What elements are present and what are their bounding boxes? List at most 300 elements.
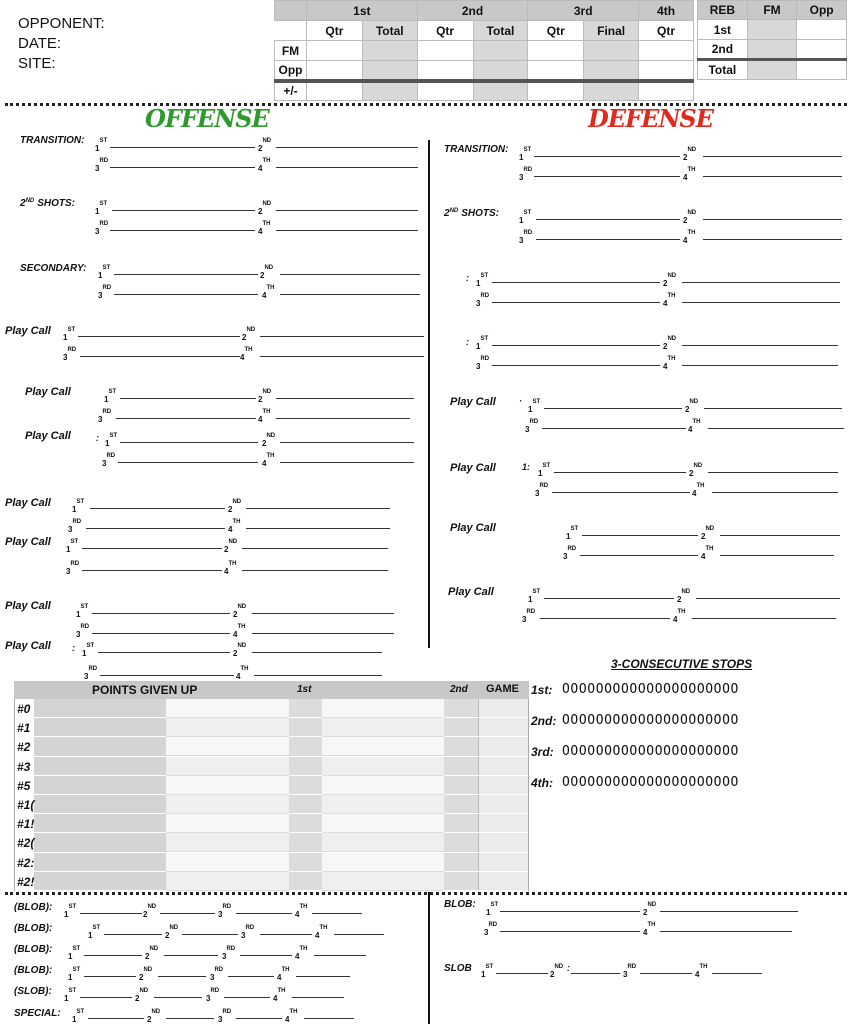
stops-label: 4th: xyxy=(531,776,553,790)
ordinal-4th xyxy=(692,483,704,501)
write-in-line[interactable] xyxy=(88,1018,144,1019)
ordinal-4th xyxy=(258,221,270,239)
write-in-line[interactable] xyxy=(242,570,388,571)
offense-play-call-6: Play Call xyxy=(5,600,51,612)
write-in-line[interactable] xyxy=(660,931,792,932)
ordinal-suffix: TH xyxy=(696,483,705,489)
ordinal-3rd xyxy=(476,293,489,311)
fm-cell[interactable] xyxy=(528,41,584,61)
write-in-line[interactable] xyxy=(92,613,230,614)
write-in-line[interactable] xyxy=(682,365,838,366)
ordinal-3rd xyxy=(535,483,548,501)
write-in-line[interactable] xyxy=(682,302,840,303)
offense-transition-label: TRANSITION: xyxy=(20,135,85,146)
write-in-line[interactable] xyxy=(536,219,680,220)
ordinal-suffix: RD xyxy=(480,293,490,299)
write-in-line[interactable] xyxy=(712,973,762,974)
ordinal-number: 4 xyxy=(701,552,706,561)
write-in-line[interactable] xyxy=(492,365,660,366)
write-in-line[interactable] xyxy=(580,555,698,556)
ordinal-1st xyxy=(66,539,78,557)
row-opp: Opp xyxy=(275,61,307,81)
write-in-line[interactable] xyxy=(236,913,292,914)
ordinal-2nd xyxy=(228,499,241,517)
write-in-line[interactable] xyxy=(182,934,238,935)
fm-cell[interactable] xyxy=(473,41,528,61)
offense-play-call-4: Play Call xyxy=(5,497,51,509)
write-in-line[interactable] xyxy=(120,398,256,399)
write-in-line[interactable] xyxy=(692,618,836,619)
ordinal xyxy=(72,1009,84,1024)
points-cell[interactable] xyxy=(322,795,444,814)
write-in-line[interactable] xyxy=(540,618,670,619)
ordinal-suffix: RD xyxy=(539,483,549,489)
ordinal-number: 4 xyxy=(688,425,693,434)
write-in-line[interactable] xyxy=(703,156,842,157)
write-in-line[interactable] xyxy=(334,934,384,935)
write-in-line[interactable] xyxy=(571,973,620,974)
ordinal-suffix: ND xyxy=(667,336,677,342)
write-in-line[interactable] xyxy=(158,976,206,977)
write-in-line[interactable] xyxy=(276,230,418,231)
write-in-line[interactable] xyxy=(110,167,255,168)
blob-label-4: (BLOB): xyxy=(14,965,53,976)
stop-circles[interactable]: OOOOOOOOOOOOOOOOOOOOO xyxy=(562,775,739,790)
ordinal-1st xyxy=(95,138,107,156)
ordinal-suffix: ST xyxy=(68,904,77,910)
write-in-line[interactable] xyxy=(276,210,418,211)
ordinal-suffix: ND xyxy=(687,210,697,216)
points-cell[interactable] xyxy=(322,776,444,795)
sub-total-1: Total xyxy=(362,21,417,41)
pm-cell[interactable] xyxy=(362,81,417,101)
ordinal-number: 1 xyxy=(64,994,69,1003)
ordinal-3rd xyxy=(68,519,81,537)
ordinal-2nd xyxy=(262,433,275,451)
quarter-header-1: 1st xyxy=(306,1,417,21)
fm-cell[interactable] xyxy=(584,41,639,61)
ordinal-number: 2 xyxy=(260,271,265,280)
write-in-line[interactable] xyxy=(720,535,840,536)
write-in-line[interactable] xyxy=(712,492,838,493)
reb-cell[interactable] xyxy=(747,60,797,80)
write-in-line[interactable] xyxy=(280,294,420,295)
write-in-line[interactable] xyxy=(260,356,424,357)
write-in-line[interactable] xyxy=(160,913,215,914)
ordinal-4th xyxy=(663,293,675,311)
ordinal-suffix: ST xyxy=(80,604,89,610)
ordinal-suffix: ST xyxy=(76,1009,85,1015)
opponent-label: OPPONENT: xyxy=(18,15,105,32)
write-in-line[interactable] xyxy=(246,528,390,529)
ordinal-number: 3 xyxy=(210,973,215,982)
write-in-line[interactable] xyxy=(552,492,690,493)
ordinal-suffix: RD xyxy=(523,167,533,173)
ordinal-number: 3 xyxy=(206,994,211,1003)
ordinal-suffix: ST xyxy=(99,138,108,144)
write-in-line[interactable] xyxy=(100,675,234,676)
stop-circles[interactable]: OOOOOOOOOOOOOOOOOOOOO xyxy=(562,713,739,728)
write-in-line[interactable] xyxy=(640,973,692,974)
opp-cell[interactable] xyxy=(306,61,362,81)
fm-cell[interactable] xyxy=(639,41,694,61)
ordinal-3rd xyxy=(563,546,576,564)
pgu-col-2nd: 2nd xyxy=(450,684,468,695)
write-in-line[interactable] xyxy=(276,398,414,399)
write-in-line[interactable] xyxy=(296,976,350,977)
ordinal-suffix: ST xyxy=(480,273,489,279)
write-in-line[interactable] xyxy=(252,633,394,634)
write-in-line[interactable] xyxy=(114,274,258,275)
reb-cell[interactable] xyxy=(747,20,797,40)
ordinal xyxy=(68,967,80,985)
write-in-line[interactable] xyxy=(166,1018,214,1019)
points-given-up-table xyxy=(14,681,529,891)
points-cell[interactable] xyxy=(166,833,289,852)
second-shots-number: 2 xyxy=(444,208,450,219)
ordinal-suffix: ST xyxy=(532,399,541,405)
ordinal-number: 2 xyxy=(139,973,144,982)
write-in-line[interactable] xyxy=(252,613,394,614)
ordinal-suffix: ND xyxy=(693,463,703,469)
write-in-line[interactable] xyxy=(696,598,840,599)
offense-colon: : xyxy=(96,433,99,443)
pm-cell[interactable] xyxy=(417,81,473,101)
write-in-line[interactable] xyxy=(224,997,270,998)
points-cell[interactable] xyxy=(166,718,289,737)
sub-qtr-2: Qtr xyxy=(417,21,473,41)
write-in-line[interactable] xyxy=(78,336,240,337)
points-cell[interactable] xyxy=(166,872,289,891)
blob-label-3: (BLOB): xyxy=(14,944,53,955)
points-cell[interactable] xyxy=(322,737,444,756)
ordinal-2nd xyxy=(258,138,271,156)
sub-final: Final xyxy=(584,21,639,41)
ordinal-suffix: TH xyxy=(277,988,286,994)
ordinal-1st xyxy=(538,463,550,481)
ordinal-number: 1 xyxy=(95,207,100,216)
fm-cell[interactable] xyxy=(362,41,417,61)
sub-total-2: Total xyxy=(473,21,528,41)
write-in-line[interactable] xyxy=(544,408,682,409)
ordinal-number: 1 xyxy=(88,931,93,940)
write-in-line[interactable] xyxy=(534,156,680,157)
ordinal-number: 3 xyxy=(535,489,540,498)
reb-cell[interactable] xyxy=(797,60,847,80)
stop-circles[interactable]: OOOOOOOOOOOOOOOOOOOOO xyxy=(562,744,739,759)
write-in-line[interactable] xyxy=(280,462,414,463)
reb-cell[interactable] xyxy=(797,40,847,60)
write-in-line[interactable] xyxy=(542,428,686,429)
ordinal-1st xyxy=(98,265,110,283)
write-in-line[interactable] xyxy=(84,955,142,956)
ordinal-suffix: ND xyxy=(246,327,256,333)
ordinal xyxy=(241,925,254,943)
ordinal-number: 4 xyxy=(643,928,648,937)
ordinal-1st xyxy=(95,201,107,219)
write-in-line[interactable] xyxy=(708,472,838,473)
write-in-line[interactable] xyxy=(682,345,838,346)
ordinal-number: 4 xyxy=(673,615,678,624)
opp-cell[interactable] xyxy=(473,61,528,81)
ordinal-suffix: ND xyxy=(705,526,715,532)
player-number: #0 xyxy=(17,702,31,716)
ordinal-suffix: TH xyxy=(687,230,696,236)
ordinal-3rd xyxy=(76,624,89,642)
ordinal-number: 3 xyxy=(519,173,524,182)
write-in-line[interactable] xyxy=(154,997,202,998)
write-in-line[interactable] xyxy=(276,167,418,168)
stops-label: 3rd: xyxy=(531,745,554,759)
ordinal-number: 2 xyxy=(228,505,233,514)
ordinal-number: 4 xyxy=(258,415,263,424)
ordinal-number: 3 xyxy=(525,425,530,434)
ordinal-suffix: RD xyxy=(102,409,112,415)
reb-table xyxy=(697,0,847,80)
ordinal-suffix: TH xyxy=(262,221,271,227)
write-in-line[interactable] xyxy=(492,282,660,283)
ordinal xyxy=(295,904,307,922)
points-cell[interactable] xyxy=(322,718,444,737)
reb-cell[interactable] xyxy=(747,40,797,60)
write-in-line[interactable] xyxy=(703,176,842,177)
write-in-line[interactable] xyxy=(242,548,388,549)
write-in-line[interactable] xyxy=(280,442,414,443)
ordinal-suffix: TH xyxy=(299,946,308,952)
ordinal-suffix: RD xyxy=(567,546,577,552)
write-in-line[interactable] xyxy=(82,570,222,571)
write-in-line[interactable] xyxy=(703,239,842,240)
reb-cell[interactable] xyxy=(797,20,847,40)
ordinal-4th xyxy=(701,546,713,564)
ordinal-number: 4 xyxy=(277,973,282,982)
pm-cell[interactable] xyxy=(528,81,584,101)
write-in-line[interactable] xyxy=(110,147,255,148)
ordinal-number: 2 xyxy=(258,144,263,153)
write-in-line[interactable] xyxy=(554,472,686,473)
write-in-line[interactable] xyxy=(260,336,424,337)
ordinal-number: 2 xyxy=(643,908,648,917)
write-in-line[interactable] xyxy=(492,302,660,303)
write-in-line[interactable] xyxy=(708,428,844,429)
write-in-line[interactable] xyxy=(110,230,255,231)
ordinal-suffix: ST xyxy=(532,589,541,595)
ordinal-number: 3 xyxy=(63,353,68,362)
pm-cell[interactable] xyxy=(473,81,528,101)
points-cell[interactable] xyxy=(322,872,444,891)
write-in-line[interactable] xyxy=(500,911,640,912)
table-row xyxy=(14,814,529,833)
ordinal-suffix: ND xyxy=(232,499,242,505)
player-number: #2( xyxy=(17,836,35,851)
ordinal xyxy=(643,922,655,940)
write-in-line[interactable] xyxy=(80,997,132,998)
write-in-line[interactable] xyxy=(660,911,798,912)
ordinal-1st xyxy=(105,433,117,451)
write-in-line[interactable] xyxy=(164,955,218,956)
write-in-line[interactable] xyxy=(254,675,382,676)
points-cell[interactable] xyxy=(322,833,444,852)
table-row xyxy=(14,795,529,814)
player-number: #1! xyxy=(17,817,35,832)
ordinal-number: 1 xyxy=(98,271,103,280)
write-in-line[interactable] xyxy=(228,976,274,977)
ordinal-4th xyxy=(262,285,274,303)
pm-cell[interactable] xyxy=(639,81,694,101)
ordinal-suffix: TH xyxy=(232,519,241,525)
ordinal-suffix: ND xyxy=(147,904,157,910)
ordinal-number: 3 xyxy=(66,567,71,576)
points-cell[interactable] xyxy=(166,776,289,795)
write-in-line[interactable] xyxy=(500,931,640,932)
points-cell[interactable] xyxy=(166,795,289,814)
points-cell[interactable] xyxy=(322,814,444,833)
opp-cell[interactable] xyxy=(584,61,639,81)
ordinal-suffix: ND xyxy=(143,967,153,973)
write-in-line[interactable] xyxy=(536,239,680,240)
ordinal-suffix: ND xyxy=(647,902,657,908)
points-cell[interactable] xyxy=(322,699,444,718)
ordinal-1st xyxy=(528,399,540,417)
ordinal-number: 1 xyxy=(528,595,533,604)
points-cell[interactable] xyxy=(166,853,289,872)
sub-qtr-4: Qtr xyxy=(639,21,694,41)
write-in-line[interactable] xyxy=(704,408,842,409)
ordinal-number: 3 xyxy=(68,525,73,534)
pm-cell[interactable] xyxy=(584,81,639,101)
quarter-header-4: 4th xyxy=(639,1,694,21)
stops-label: 1st: xyxy=(531,683,553,697)
ordinal-number: 3 xyxy=(484,928,489,937)
opp-cell[interactable] xyxy=(362,61,417,81)
ordinal-4th xyxy=(258,409,270,427)
write-in-line[interactable] xyxy=(82,548,222,549)
ordinal xyxy=(143,904,156,922)
ordinal-number: 4 xyxy=(295,910,300,919)
write-in-line[interactable] xyxy=(252,652,382,653)
stop-circles[interactable]: OOOOOOOOOOOOOOOOOOOOO xyxy=(562,682,739,697)
points-cell[interactable] xyxy=(322,757,444,776)
ordinal-suffix: TH xyxy=(699,964,708,970)
points-cell[interactable] xyxy=(166,814,289,833)
write-in-line[interactable] xyxy=(314,955,366,956)
write-in-line[interactable] xyxy=(534,176,680,177)
ordinal-4th xyxy=(262,453,274,471)
write-in-line[interactable] xyxy=(720,555,834,556)
ordinal-number: 3 xyxy=(522,615,527,624)
ordinal-suffix: ND xyxy=(228,539,238,545)
ordinal xyxy=(486,902,498,920)
table-row xyxy=(14,872,529,891)
write-in-line[interactable] xyxy=(116,418,256,419)
player-number: #1 xyxy=(17,721,31,736)
ordinal-number: 2 xyxy=(689,469,694,478)
second-shots-text: SHOTS: xyxy=(461,208,500,219)
dotted-divider-top xyxy=(5,103,847,106)
opp-cell[interactable] xyxy=(417,61,473,81)
table-row xyxy=(14,718,529,737)
write-in-line[interactable] xyxy=(304,1018,354,1019)
write-in-line[interactable] xyxy=(292,997,344,998)
ordinal-number: 2 xyxy=(685,405,690,414)
ordinal-suffix: TH xyxy=(687,167,696,173)
ordinal-2nd xyxy=(689,463,702,481)
ordinal-suffix: ST xyxy=(72,967,81,973)
write-in-line[interactable] xyxy=(544,598,674,599)
ordinal xyxy=(147,1009,160,1024)
write-in-line[interactable] xyxy=(582,535,698,536)
ordinal xyxy=(315,925,327,943)
ordinal-number: 4 xyxy=(695,970,700,979)
offense-play-call-5: Play Call xyxy=(5,536,51,548)
ordinal xyxy=(88,925,100,943)
write-in-line[interactable] xyxy=(112,210,255,211)
ordinal-suffix: ST xyxy=(70,539,79,545)
write-in-line[interactable] xyxy=(86,528,225,529)
opp-cell[interactable] xyxy=(639,61,694,81)
write-in-line[interactable] xyxy=(682,282,840,283)
ordinal-number: 3 xyxy=(95,227,100,236)
write-in-line[interactable] xyxy=(90,508,225,509)
write-in-line[interactable] xyxy=(246,508,390,509)
write-in-line[interactable] xyxy=(84,976,136,977)
ordinal-suffix: RD xyxy=(99,158,109,164)
defense-play-call-3: Play Call xyxy=(450,522,496,534)
sub-qtr-1: Qtr xyxy=(306,21,362,41)
write-in-line[interactable] xyxy=(276,147,418,148)
write-in-line[interactable] xyxy=(80,913,142,914)
write-in-line[interactable] xyxy=(312,913,362,914)
write-in-line[interactable] xyxy=(260,934,312,935)
write-in-line[interactable] xyxy=(104,934,162,935)
write-in-line[interactable] xyxy=(114,294,258,295)
write-in-line[interactable] xyxy=(98,652,230,653)
points-cell[interactable] xyxy=(166,757,289,776)
ordinal-suffix: TH xyxy=(289,1009,298,1015)
ordinal xyxy=(484,922,497,940)
write-in-line[interactable] xyxy=(80,356,240,357)
points-cell[interactable] xyxy=(166,699,289,718)
pm-cell[interactable] xyxy=(306,81,362,101)
write-in-line[interactable] xyxy=(492,345,660,346)
write-in-line[interactable] xyxy=(280,274,420,275)
write-in-line[interactable] xyxy=(240,955,292,956)
points-cell[interactable] xyxy=(166,737,289,756)
ordinal xyxy=(206,988,219,1006)
opp-cell[interactable] xyxy=(528,61,584,81)
ordinal-1st xyxy=(72,499,84,517)
write-in-line[interactable] xyxy=(236,1018,282,1019)
write-in-line[interactable] xyxy=(92,633,230,634)
write-in-line[interactable] xyxy=(276,418,410,419)
write-in-line[interactable] xyxy=(118,462,258,463)
ordinal-suffix: ST xyxy=(92,925,101,931)
write-in-line[interactable] xyxy=(120,442,258,443)
ordinal-3rd xyxy=(525,419,538,437)
write-in-line[interactable] xyxy=(703,219,842,220)
fm-cell[interactable] xyxy=(306,41,362,61)
pgu-col-game: GAME xyxy=(486,683,519,695)
ordinal-suffix: ST xyxy=(86,643,95,649)
ordinal-suffix: RD xyxy=(102,285,112,291)
ordinal-number: 4 xyxy=(262,291,267,300)
points-cell[interactable] xyxy=(322,853,444,872)
ordinal xyxy=(550,964,563,982)
write-in-line[interactable] xyxy=(496,973,548,974)
offense-title: OFFENSE xyxy=(145,104,269,133)
ordinal-suffix: TH xyxy=(244,347,253,353)
fm-cell[interactable] xyxy=(417,41,473,61)
